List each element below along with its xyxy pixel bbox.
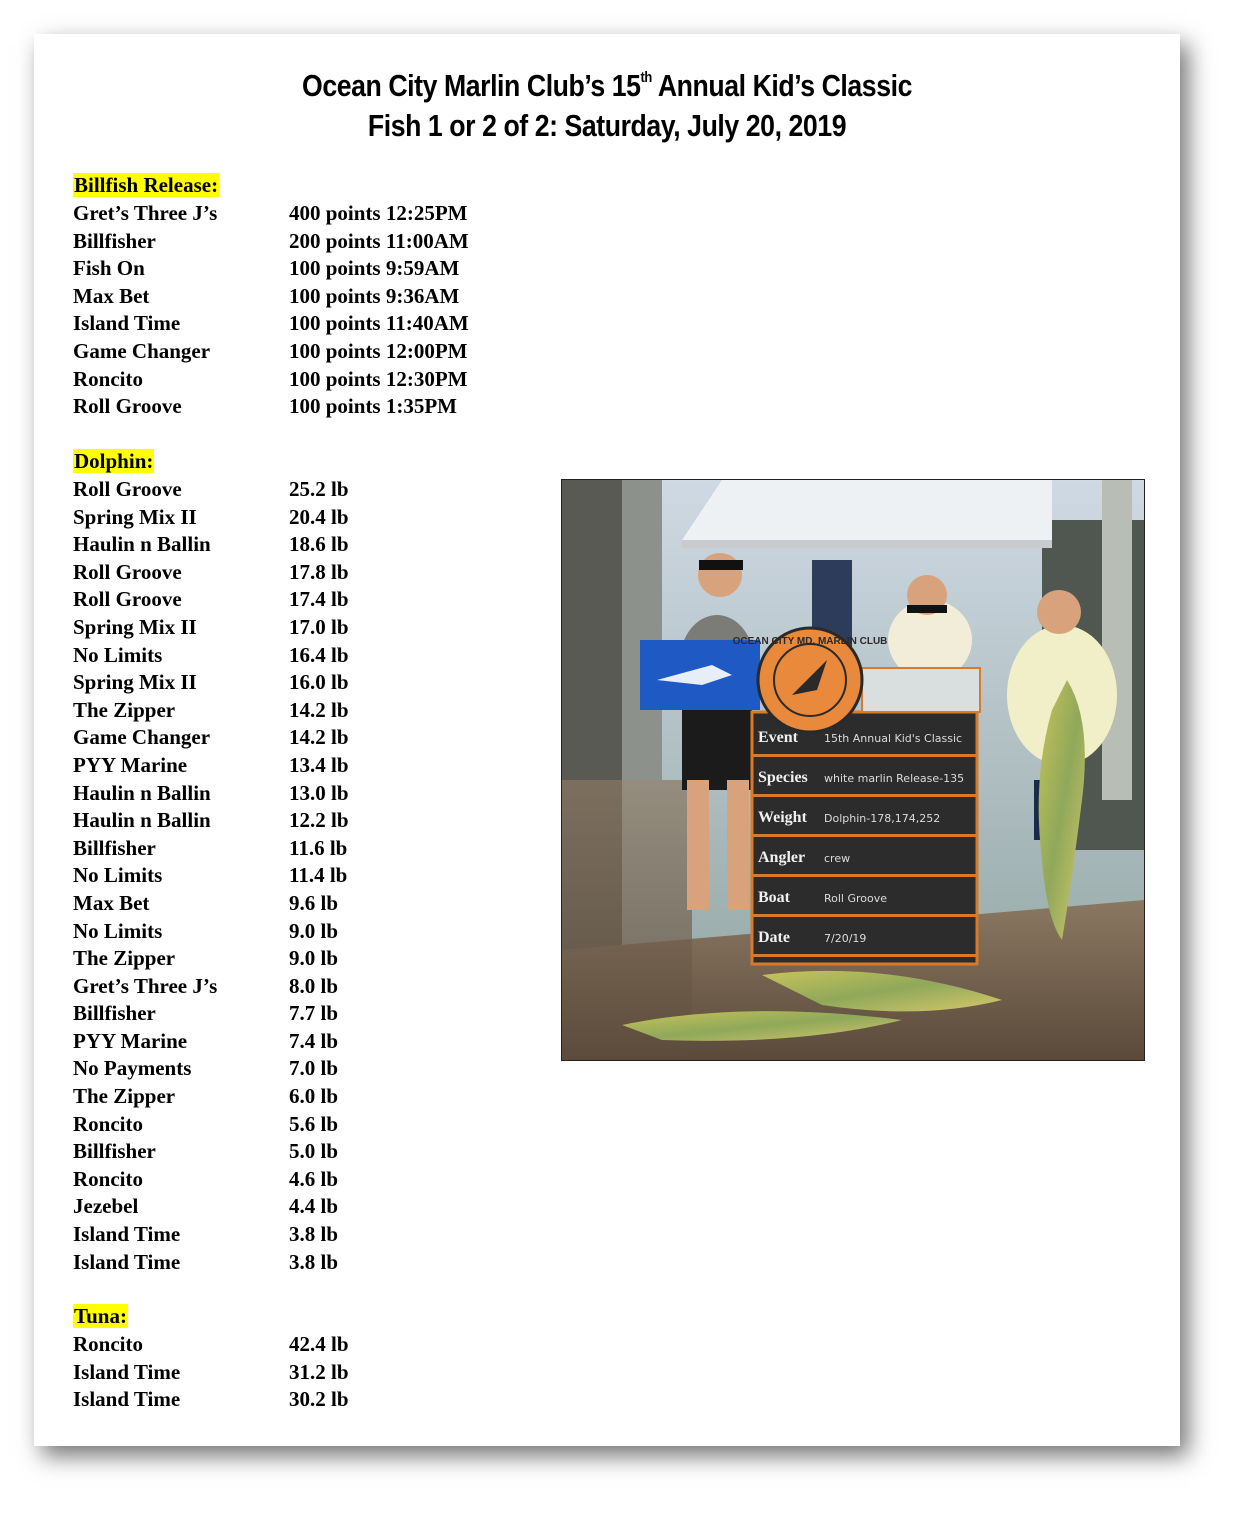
page-subtitle: Fish 1 or 2 of 2: Saturday, July 20, 2019	[367, 108, 847, 143]
dolphin-row	[73, 752, 349, 780]
dolphin-row	[73, 780, 349, 808]
dolphin-row	[73, 559, 349, 587]
board-entry: Dolphin-178,174,252	[824, 812, 941, 825]
billfish-row	[73, 393, 469, 421]
billfish-row	[73, 200, 469, 228]
boat-name: Roll Groove	[73, 559, 182, 584]
boat-name: Jezebel	[73, 1194, 139, 1219]
catch-value: 4.6 lb	[289, 1166, 339, 1191]
catch-value: 7.0 lb	[289, 1056, 339, 1081]
boat-name: Billfisher	[73, 1001, 156, 1026]
dolphin-row	[73, 973, 349, 1001]
board-label: Event	[758, 729, 798, 746]
catch-value: 16.0 lb	[289, 670, 349, 695]
billfish-row	[73, 366, 469, 394]
boat-name: Roll Groove	[73, 587, 182, 612]
catch-value: 100 points 12:30PM	[289, 366, 468, 391]
billfish-list	[73, 200, 469, 421]
catch-value: 11.6 lb	[289, 835, 348, 860]
dolphin-row	[73, 1028, 349, 1056]
board-label: Weight	[758, 809, 807, 826]
boat-name: Spring Mix II	[73, 614, 197, 639]
dolphin-row	[73, 835, 349, 863]
catch-value: 14.2 lb	[289, 725, 349, 750]
catch-value: 16.4 lb	[289, 642, 349, 667]
logo-text: OCEAN CITY MD. MARLIN CLUB	[732, 636, 888, 647]
tuna-list	[73, 1331, 349, 1414]
boat-name: No Limits	[73, 918, 163, 943]
tuna-row	[73, 1386, 349, 1414]
catch-value: 13.0 lb	[289, 780, 349, 805]
board-label: Date	[758, 929, 790, 946]
dolphin-section	[73, 449, 349, 1276]
document-page	[34, 34, 1180, 1446]
catch-value: 5.6 lb	[289, 1111, 339, 1136]
catch-value: 20.4 lb	[289, 504, 349, 529]
boat-name: The Zipper	[73, 1084, 176, 1109]
dolphin-list	[73, 476, 349, 1276]
dolphin-row	[73, 724, 349, 752]
catch-value: 9.0 lb	[289, 946, 339, 971]
catch-value: 4.4 lb	[289, 1194, 339, 1219]
boat-name: Game Changer	[73, 725, 211, 750]
dolphin-row	[73, 1000, 349, 1028]
dolphin-row	[73, 1193, 349, 1221]
boat-name: The Zipper	[73, 697, 176, 722]
catch-value: 3.8 lb	[289, 1222, 339, 1247]
catch-value: 400 points 12:25PM	[289, 201, 468, 225]
boat-name: Island Time	[73, 1359, 181, 1384]
billfish-row	[73, 228, 469, 256]
boat-name: Max Bet	[73, 890, 150, 915]
boat-name: Island Time	[73, 311, 181, 336]
billfish-row	[73, 338, 469, 366]
catch-value: 18.6 lb	[289, 532, 349, 557]
catch-value: 13.4 lb	[289, 752, 349, 777]
catch-value: 100 points 9:36AM	[289, 283, 460, 308]
dolphin-row	[73, 614, 349, 642]
boat-name: PYY Marine	[73, 1028, 188, 1053]
board-entry: white marlin Release-135	[824, 772, 965, 785]
dolphin-row	[73, 504, 349, 532]
boat-name: Haulin n Ballin	[73, 780, 211, 805]
dolphin-row	[73, 1166, 349, 1194]
boat-name: No Limits	[73, 642, 163, 667]
boat-name: Gret’s Three J’s	[73, 201, 218, 225]
tuna-section	[73, 1304, 349, 1414]
tuna-row	[73, 1359, 349, 1387]
catch-value: 100 points 12:00PM	[289, 338, 468, 363]
board-entry: 15th Annual Kid's Classic	[824, 732, 963, 745]
catch-value: 5.0 lb	[289, 1139, 339, 1164]
dolphin-row	[73, 945, 349, 973]
dolphin-row	[73, 1249, 349, 1277]
boat-name: Island Time	[73, 1387, 181, 1412]
boat-name: No Limits	[73, 863, 163, 888]
boat-name: Roll Groove	[73, 394, 182, 419]
boat-name: Spring Mix II	[73, 670, 197, 695]
catch-value: 3.8 lb	[289, 1249, 339, 1274]
tuna-row	[73, 1331, 349, 1359]
board-label: Angler	[758, 849, 806, 866]
tuna-heading: Tuna:	[74, 1304, 127, 1328]
dolphin-row	[73, 697, 349, 725]
dolphin-row	[73, 890, 349, 918]
dolphin-row	[73, 807, 349, 835]
catch-value: 100 points 1:35PM	[289, 394, 457, 419]
dolphin-row	[73, 531, 349, 559]
dolphin-row	[73, 1221, 349, 1249]
boat-name: Roncito	[73, 1166, 143, 1191]
catch-value: 8.0 lb	[289, 973, 339, 998]
boat-name: No Payments	[73, 1056, 192, 1081]
boat-name: Gret’s Three J’s	[73, 973, 218, 998]
boat-name: Roncito	[73, 1111, 143, 1136]
catch-value: 42.4 lb	[289, 1332, 349, 1356]
boat-name: Billfisher	[73, 1139, 156, 1164]
boat-name: Billfisher	[73, 228, 156, 253]
boat-name: Roll Groove	[73, 477, 182, 501]
dolphin-row	[73, 1083, 349, 1111]
catch-value: 31.2 lb	[289, 1359, 349, 1384]
tournament-photo	[561, 479, 1145, 1061]
dolphin-row	[73, 642, 349, 670]
catch-value: 30.2 lb	[289, 1387, 349, 1412]
boat-name: Haulin n Ballin	[73, 532, 211, 557]
catch-value: 7.4 lb	[289, 1028, 339, 1053]
boat-name: Game Changer	[73, 338, 211, 363]
dolphin-row	[73, 476, 349, 504]
catch-value: 6.0 lb	[289, 1084, 339, 1109]
boat-name: Max Bet	[73, 283, 150, 308]
dolphin-row	[73, 1055, 349, 1083]
board-entry: Roll Groove	[824, 892, 888, 905]
dolphin-row	[73, 1111, 349, 1139]
billfish-heading: Billfish Release:	[74, 173, 219, 197]
billfish-row	[73, 283, 469, 311]
catch-value: 12.2 lb	[289, 808, 349, 833]
boat-name: The Zipper	[73, 946, 176, 971]
catch-value: 9.6 lb	[289, 890, 339, 915]
boat-name: Roncito	[73, 366, 143, 391]
billfish-section	[73, 173, 469, 421]
catch-value: 200 points 11:00AM	[289, 228, 469, 253]
dolphin-heading: Dolphin:	[74, 449, 154, 473]
billfish-row	[73, 310, 469, 338]
catch-value: 17.4 lb	[289, 587, 349, 612]
dolphin-row	[73, 1138, 349, 1166]
catch-value: 100 points 11:40AM	[289, 311, 469, 336]
catch-value: 17.0 lb	[289, 614, 349, 639]
billfish-row	[73, 255, 469, 283]
board-label: Boat	[758, 889, 790, 906]
board-entry: crew	[824, 852, 851, 865]
dolphin-row	[73, 918, 349, 946]
catch-value: 9.0 lb	[289, 918, 339, 943]
boat-name: Billfisher	[73, 835, 156, 860]
boat-name: Roncito	[73, 1332, 143, 1356]
board-label: Species	[758, 769, 808, 786]
dolphin-row	[73, 586, 349, 614]
boat-name: Island Time	[73, 1249, 181, 1274]
boat-name: Island Time	[73, 1222, 181, 1247]
board-entry: 7/20/19	[824, 932, 867, 945]
dolphin-row	[73, 669, 349, 697]
catch-value: 100 points 9:59AM	[289, 256, 460, 281]
catch-value: 7.7 lb	[289, 1001, 339, 1026]
page-title: Ocean City Marlin Club’s 15th Annual Kid’s Classic	[302, 68, 912, 103]
dolphin-row	[73, 862, 349, 890]
catch-value: 11.4 lb	[289, 863, 348, 888]
catch-value: 17.8 lb	[289, 559, 349, 584]
boat-name: PYY Marine	[73, 752, 188, 777]
boat-name: Haulin n Ballin	[73, 808, 211, 833]
boat-name: Fish On	[73, 256, 145, 281]
catch-value: 14.2 lb	[289, 697, 349, 722]
catch-value: 25.2 lb	[289, 477, 349, 501]
boat-name: Spring Mix II	[73, 504, 197, 529]
